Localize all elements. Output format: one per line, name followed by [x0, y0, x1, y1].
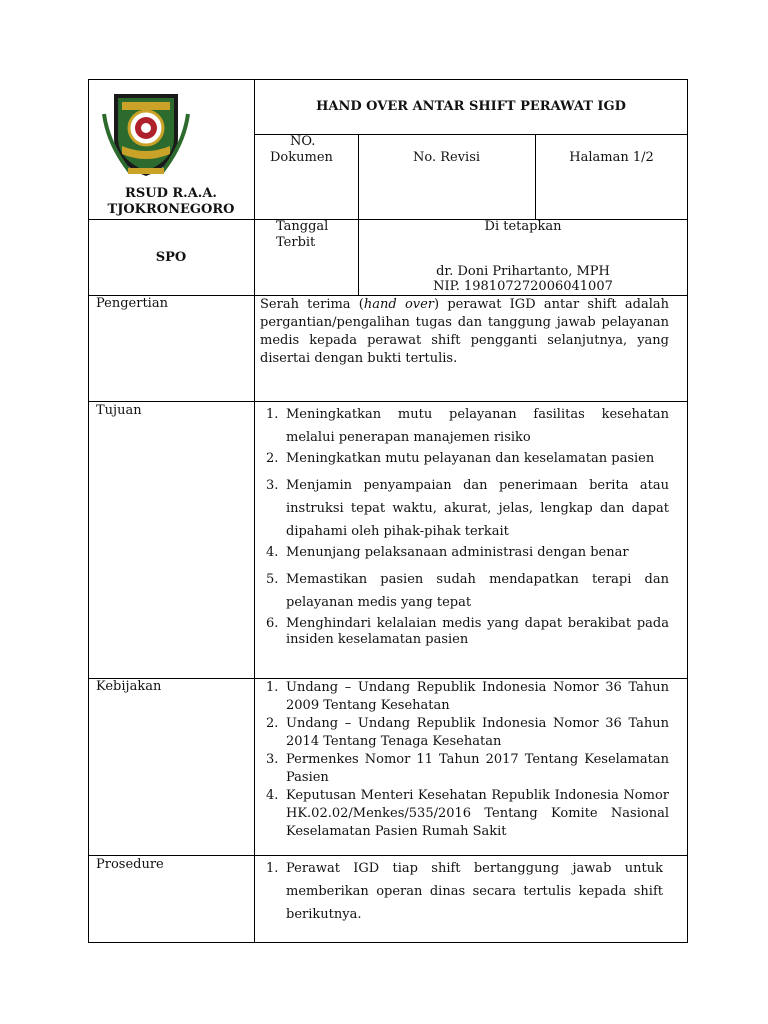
document-title: HAND OVER ANTAR SHIFT PERAWAT IGD: [316, 99, 626, 114]
set-by-label: Di tetapkan: [484, 219, 562, 234]
revision-label: No. Revisi: [412, 150, 481, 165]
divider: [88, 855, 688, 856]
issue-date-label-line2: Terbit: [276, 235, 316, 250]
list-item: [258, 616, 669, 648]
list-text: Meningkatkan mutu pelayanan fasilitas kesehatan melalui penerapan manajemen risiko: [286, 407, 669, 445]
list-item: [258, 751, 669, 787]
issue-date-label-line1: Tanggal: [276, 219, 329, 234]
list-number: 1.: [266, 680, 279, 695]
list-text: Keputusan Menteri Kesehatan Republik Indonesia Nomor HK.02.02/Menkes/535/2016 Tentang Komite Nasional Keselamatan Pasien Rumah Sakit: [286, 788, 669, 839]
list-text: Undang – Undang Republik Indonesia Nomor 36 Tahun 2014 Tentang Tenaga Kesehatan: [286, 716, 669, 749]
section-label-kebijakan: Kebijakan: [96, 679, 162, 694]
page-label: Halaman 1/2: [569, 150, 654, 165]
pengertian-text-italic: hand over: [363, 297, 435, 312]
list-number: 5.: [266, 572, 279, 587]
pengertian-text: [260, 296, 669, 368]
list-text: Undang – Undang Republik Indonesia Nomor 36 Tahun 2009 Tentang Kesehatan: [286, 680, 669, 713]
pengertian-text-post: ) perawat IGD antar shift adalah pergantian/pengalihan tugas dan tanggung jawab pelayanan medis kepada perawat shift pengganti selanjutnya, yang disertai dengan bukti tertulis.: [260, 297, 670, 366]
doc-number-label-line1: NO.: [290, 134, 316, 149]
signer: [358, 264, 688, 294]
list-item: [258, 857, 663, 926]
list-item: [258, 403, 669, 449]
list-number: 4.: [266, 788, 279, 803]
hospital-logo: [100, 84, 192, 180]
list-number: 2.: [266, 451, 279, 466]
doc-number-label-line2: Dokumen: [270, 150, 333, 165]
list-item: [258, 715, 669, 751]
spo-label: SPO: [155, 250, 187, 265]
list-item: [258, 474, 669, 543]
list-item: [258, 679, 669, 715]
signer-nip: NIP. 198107272006041007: [433, 279, 613, 294]
list-number: 6.: [266, 616, 279, 631]
list-item: [258, 568, 669, 614]
section-label-pengertian: Pengertian: [96, 296, 168, 311]
list-text: Meningkatkan mutu pelayanan dan keselamatan pasien: [286, 451, 655, 466]
divider: [535, 134, 536, 219]
issue-date-label: [276, 219, 358, 251]
list-number: 1.: [266, 861, 279, 876]
hospital-name-line2: TJOKRONEGORO: [107, 202, 235, 217]
section-label-tujuan: Tujuan: [96, 403, 142, 418]
list-text: Menjamin penyampaian dan penerimaan berita atau instruksi tepat waktu, akurat, jelas, lengkap dan dapat dipahami oleh pihak-pihak terkait: [286, 478, 669, 539]
pengertian-text-pre: Serah terima (: [260, 297, 364, 312]
list-item: [258, 545, 669, 561]
kebijakan-list: [258, 679, 669, 841]
list-item: [258, 451, 669, 467]
list-number: 1.: [266, 407, 279, 422]
list-number: 3.: [266, 752, 279, 767]
list-item: [258, 787, 669, 841]
divider: [88, 401, 688, 402]
section-label-prosedure: Prosedure: [96, 857, 164, 872]
list-text: Perawat IGD tiap shift bertanggung jawab untuk memberikan operan dinas secara tertulis kepada shift berikutnya.: [286, 861, 663, 922]
list-number: 3.: [266, 478, 279, 493]
hospital-name: [88, 186, 254, 218]
divider: [254, 79, 255, 943]
list-text: Memastikan pasien sudah mendapatkan terapi dan pelayanan medis yang tepat: [286, 572, 669, 610]
list-text: Permenkes Nomor 11 Tahun 2017 Tentang Keselamatan Pasien: [286, 752, 669, 785]
list-number: 2.: [266, 716, 279, 731]
list-text: Menunjang pelaksanaan administrasi dengan benar: [286, 545, 629, 560]
list-number: 4.: [266, 545, 279, 560]
prosedure-list: [258, 857, 663, 926]
signer-name: dr. Doni Prihartanto, MPH: [436, 264, 610, 279]
hospital-name-line1: RSUD R.A.A.: [125, 186, 217, 201]
tujuan-list: [258, 403, 669, 648]
list-text: Menghindari kelalaian medis yang dapat berakibat pada insiden keselamatan pasien: [286, 616, 669, 647]
doc-number-label: [270, 134, 358, 166]
